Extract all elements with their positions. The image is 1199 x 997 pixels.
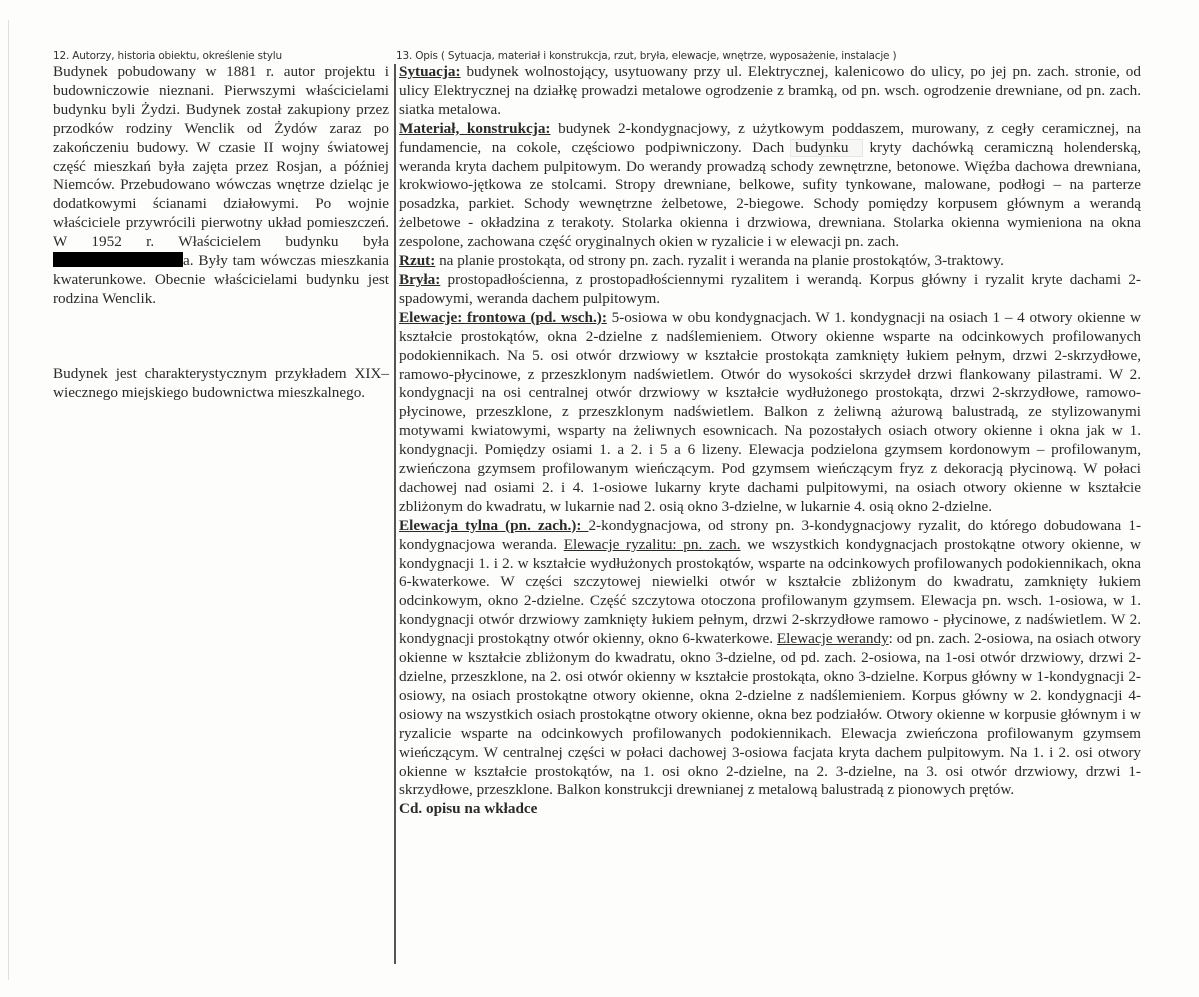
sytuacja-paragraph: Sytuacja: budynek wolnostojący, usytuowany przy ul. Elektrycznej, kalenicowo do ulicy, po jej pn. zach. stronie, od ulicy Elektrycznej na działkę prowadzi metalowe ogrodzenie z bramką, od pn. wsch. ogrodzenie drewniane, od pn. zach. siatka metalowa. xyxy=(399,63,1141,118)
elewacja-tylna-paragraph: Elewacja tylna (pn. zach.): 2-kondygnacjowa, od strony pn. 3-kondygnacjowy ryzalit, do którego dobudowana 1-kondygnacjowa weranda. Elewacje ryzalitu: pn. zach. we wszystkich kondygnacjach prostokątne otwory okienne, w kondygnacji 1. i 2. w kształcie wydłużonych prostokątów, wsparte na odcinkowych profilowanych podokiennikach, okna 6-kwaterkowe. W części szczytowej niewielki otwór w kształcie zbliżonym do kwadratu, zamknięty łukiem odcinkowym, okno 2-dzielne. Część szczytowa otoczona profilowanym gzymsem. Elewacja pn. wsch. 1-osiowa, w 1. kondygnacji otwór drzwiowy zamknięty łukiem pełnym, drzwi 2-skrzydłowe ramowo - płycinowe, z nadświetlem. W 2. kondygnacji prostokątny otwór okienny, okno 6-kwaterkowe. Elewacje werandy: od pn. zach. 2-osiowa, na osiach otwory okienne w kształcie zbliżonym do kwadratu, okno 3-dzielne, od pd. zach. 2-osiowa, na 1-osi otwór drzwiowy, drzwi 2-dzielne, przeszklone, na 2. osi otwór okienny w kształcie prostokąta, okno 3-dzielne. Korpus główny w 1-kondygnacji 2-osiowy, na osiach prostokątne otwory okienne, okna 2-dzielne z nadślemieniem. Korpus główny w 2. kondygnacji 4-osiowy na wszystkich osiach prostokątne otwory okienne, okna bez podziałów. Otwory okienne w korpusie głównym i w ryzalicie wsparte na odcinkowych profilowanych podokiennikach. Elewacja zwieńczona profilowanym gzymsem wieńczącym. W centralnej części w połaci dachowej 3-osiowa facjata kryta dachem pulpitowym. Na 1. i 2. osi otwory okienne w kształcie prostokątów, na 1. osi okno 2-dzielne, na 2. 3-dzielne, na 3. osi otwór drzwiowy, drzwi 1-skrzydłowe, przeszklone. Balkon konstrukcji drewnianej z metalową balustradą z pionowych prętów. xyxy=(399,516,1142,799)
style-paragraph: Budynek jest charakterystycznym przykładem XIX– wiecznego miejskiego budownictwa mieszkalnego. xyxy=(53,364,389,401)
column-divider xyxy=(394,64,396,964)
elewacje-ryzalitu-subheading: Elewacje ryzalitu: pn. zach. xyxy=(563,535,741,553)
sytuacja-heading: Sytuacja: xyxy=(399,63,461,80)
section-13-label: 13. Opis ( Sytuacja, materiał i konstrukcja, rzut, bryła, elewacje, wnętrze, wyposażenie, instalacje ) xyxy=(396,50,897,62)
material-heading: Materiał, konstrukcja: xyxy=(399,119,551,137)
history-paragraph: Budynek pobudowany w 1881 r. autor projektu i budowniczowie nieznani. Pierwszymi właścicielami budynku byli Żydzi. Budynek został zakupiony przez przodków rodziny Wenclik od Żydów zaraz po zakończeniu budowy. W czasie II wojny światowej część mieszkań była zajęta przez Rosjan, a później Niemców. Przebudowano wówczas wnętrze dzieląc je dodatkowymi ścianami działowymi. Po wojnie właściciele przywrócili pierwotny układ pomieszczeń. W 1952 r. Właścicielem budynku była a. Były tam wówczas mieszkania kwaterunkowe. Obecnie właścicielami budynku jest rodzina Wenclik. xyxy=(53,63,389,307)
elewacja-frontowa-paragraph: Elewacje: frontowa (pd. wsch.): 5-osiowa w obu kondygnacjach. W 1. kondygnacji na osiach 1 – 4 otwory okienne w kształcie prostokątów, okna 2-dzielne z nadślemieniem. Otwory okienne wsparte na odcinkowych profilowanych podokiennikach. Na 5. osi otwór drzwiowy w kształcie prostokąta zamknięty łukiem pełnym, drzwi 2-skrzydłowe, ramowo-płycinowe, z przeszklonym nadświetlem. Otwór do wysokości skrzydeł drzwi flankowany pilastrami. W 2. kondygnacji na osi centralnej otwór drzwiowy w kształcie wydłużonego prostokąta, drzwi 2-skrzydłowe, ramowo-płycinowe, przeszklone, z przeszklonym nadświetlem. Balkon z żeliwną ażurową balustradą, ze stylizowanymi motywami kwiatowymi, wsparty na żeliwnych esownicach. Na pozostałych osiach otwory okienne i okna jak w 1. kondygnacji. Pomiędzy osiami 1. a 2. i 5 a 6 lizeny. Elewacja podzielona gzymsem kordonowym – profilowanym, zwieńczona gzymsem profilowanym wieńczącym. Pod gzymsem wieńczącym fryz z dekoracją płycinową. W połaci dachowej nad osiami 2. i 4. 1-osiowe lukarny kryte dachami pulpitowymi, na osiach otwory okienne w kształcie zbliżonym do kwadratu, w lukarnie nad 2. osią okno 3-dzielne, w lukarnie 4. osią okno 2-dzielne. xyxy=(399,308,1141,515)
redacted-block xyxy=(53,252,183,267)
elewacja-tylna-heading: Elewacja tylna (pn. zach.): xyxy=(399,516,589,534)
pasted-correction: budynku xyxy=(790,139,863,157)
history-column xyxy=(53,63,389,403)
section-12-label: 12. Autorzy, historia obiektu, określenie stylu xyxy=(53,50,282,62)
page-edge-line xyxy=(8,20,9,980)
elewacje-werandy-subheading: Elewacje werandy xyxy=(776,630,889,648)
rzut-paragraph: Rzut: na planie prostokąta, od strony pn. zach. ryzalit i weranda na planie prostokątów, 3-traktowy. xyxy=(399,252,1004,270)
continued-note: Cd. opisu na wkładce xyxy=(399,800,538,818)
material-paragraph: Materiał, konstrukcja: budynek 2-kondygnacjowy, z użytkowym poddaszem, murowany, z cegły ceramicznej, na fundamencie, na cokole, częściowo podpiwniczony. Dach budynku kryty dachówką ceramiczną holenderską, weranda kryta dachem pulpitowym. Do werandy prowadzą schody zewnętrzne, betonowe. Więźba dachowa drewniana, krokwiowo-jętkowa ze stolcami. Stropy drewniane, belkowe, sufity tynkowane, malowane, podłogi – na parterze posadzka, parkiet. Schody wewnętrzne żelbetowe, 2-biegowe. Schody pomiędzy korpusem głównym a werandą żelbetowe - okładzina z terakoty. Stolarka okienna i drzwiowa, drewniana. Stolarka okienna wymieniona na okna zespolone, zachowana część oryginalnych okien w ryzalicie i w elewacji pn. zach. xyxy=(399,119,1141,251)
bryla-paragraph: Bryła: prostopadłościenna, z prostopadłościennymi ryzalitem i werandą. Korpus główny i ryzalit kryte dachami 2-spadowymi, weranda dachem pulpitowym. xyxy=(399,270,1141,307)
elewacja-frontowa-heading: Elewacje: frontowa (pd. wsch.): xyxy=(399,308,607,326)
description-column xyxy=(399,63,1141,819)
rzut-heading: Rzut: xyxy=(399,252,436,270)
bryla-heading: Bryła: xyxy=(399,270,441,288)
